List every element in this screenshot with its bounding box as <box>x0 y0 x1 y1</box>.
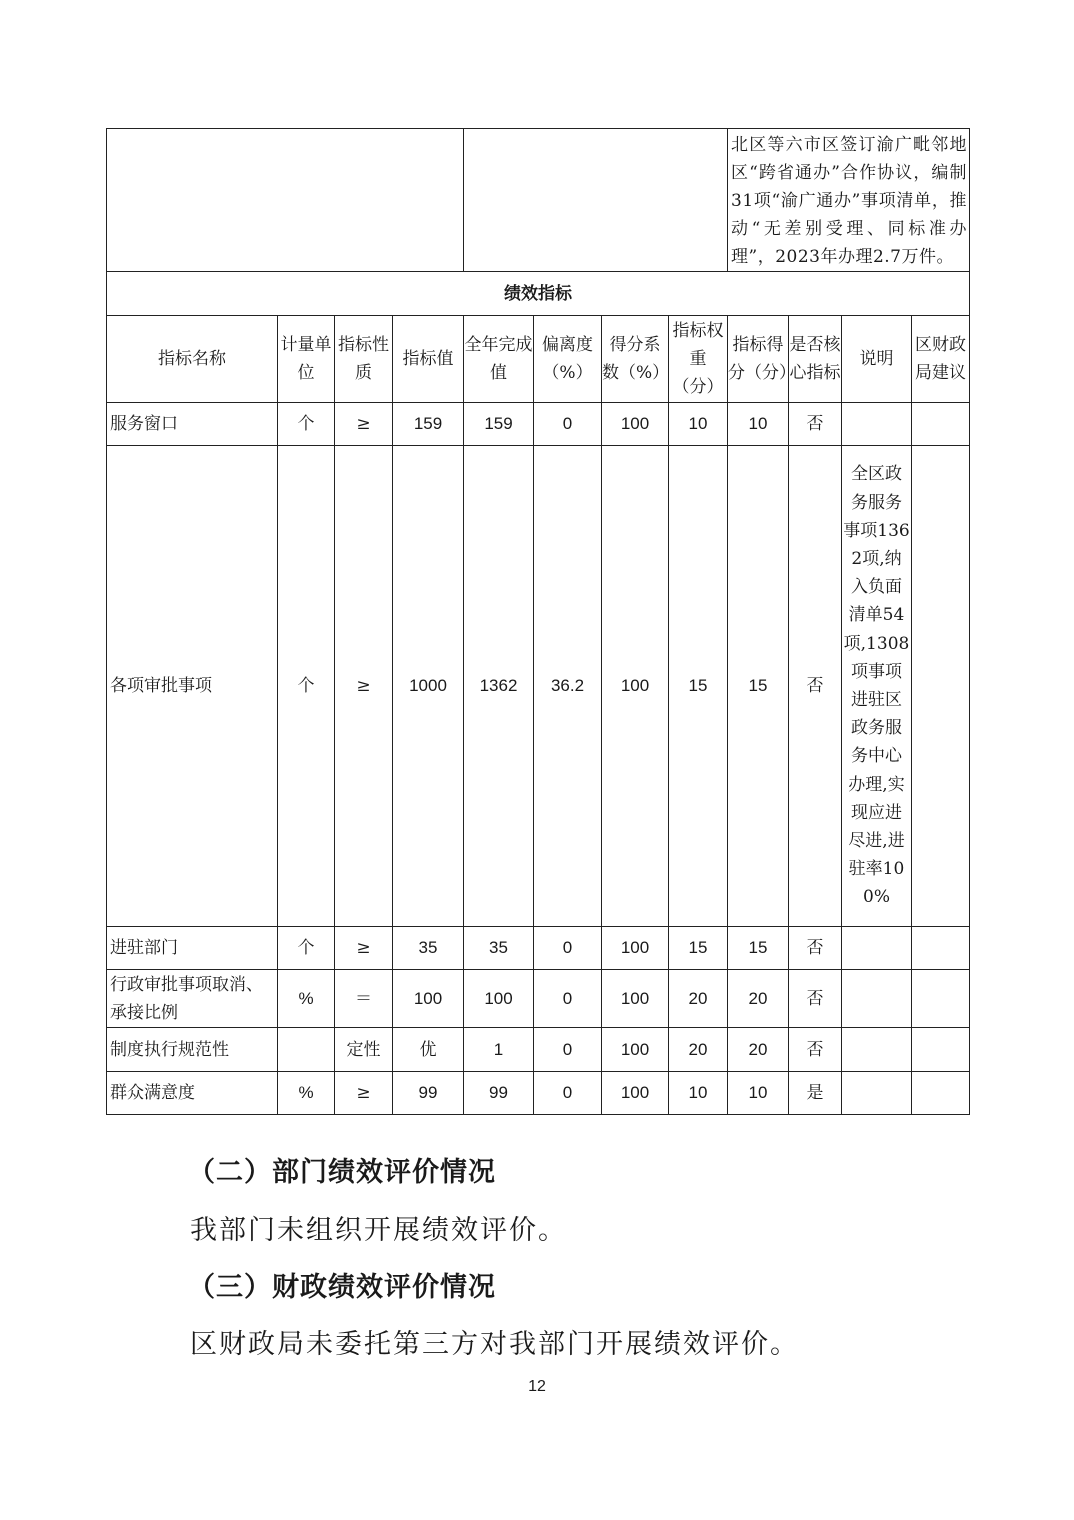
actual-cell: 1 <box>464 1028 534 1072</box>
header-cell: 指标权重（分） <box>669 316 728 403</box>
header-cell: 全年完成值 <box>464 316 534 403</box>
core-cell: 否 <box>789 1028 842 1072</box>
score-cell: 10 <box>728 403 789 446</box>
note-cell <box>842 927 912 970</box>
note-cell <box>842 403 912 446</box>
actual-cell: 99 <box>464 1072 534 1115</box>
weight-cell: 10 <box>669 403 728 446</box>
target-cell: 159 <box>393 403 464 446</box>
weight-cell: 15 <box>669 927 728 970</box>
target-cell: 35 <box>393 927 464 970</box>
section-title: 绩效指标 <box>107 272 970 316</box>
header-cell: 指标性质 <box>335 316 393 403</box>
coef-cell: 100 <box>602 1028 669 1072</box>
advice-cell <box>912 1072 970 1115</box>
unit-cell: 个 <box>278 403 335 446</box>
deviation-cell: 0 <box>534 970 602 1028</box>
unit-cell: 个 <box>278 446 335 927</box>
target-cell: 99 <box>393 1072 464 1115</box>
score-cell: 10 <box>728 1072 789 1115</box>
header-cell: 指标得分（分） <box>728 316 789 403</box>
section-body: 我部门未组织开展绩效评价。 <box>190 1215 567 1246</box>
weight-cell: 10 <box>669 1072 728 1115</box>
core-cell: 否 <box>789 403 842 446</box>
header-cell: 得分系数（%） <box>602 316 669 403</box>
coef-cell: 100 <box>602 1072 669 1115</box>
nature-cell: ≥ <box>335 446 393 927</box>
header-cell: 指标值 <box>393 316 464 403</box>
score-cell: 20 <box>728 970 789 1028</box>
note-cell <box>842 1072 912 1115</box>
coef-cell: 100 <box>602 970 669 1028</box>
weight-cell: 20 <box>669 1028 728 1072</box>
empty-cell <box>107 129 464 272</box>
target-cell: 100 <box>393 970 464 1028</box>
deviation-cell: 0 <box>534 403 602 446</box>
indicator-name: 各项审批事项 <box>107 446 278 927</box>
actual-cell: 159 <box>464 403 534 446</box>
empty-cell <box>464 129 728 272</box>
note-cell: 全区政务服务事项1362项,纳入负面清单54项,1308项事项进驻区政务服务中心办理,实现应进尽进,进驻率100% <box>842 446 912 927</box>
actual-cell: 100 <box>464 970 534 1028</box>
note-cell <box>842 970 912 1028</box>
table-row <box>107 970 970 1028</box>
unit-cell: % <box>278 970 335 1028</box>
indicator-name: 进驻部门 <box>107 927 278 970</box>
section-heading: （二）部门绩效评价情况 <box>188 1157 496 1188</box>
header-cell: 说明 <box>842 316 912 403</box>
actual-cell: 35 <box>464 927 534 970</box>
table-row <box>107 1028 970 1072</box>
indicator-name: 服务窗口 <box>107 403 278 446</box>
note-cell <box>842 1028 912 1072</box>
weight-cell: 15 <box>669 446 728 927</box>
unit-cell <box>278 1028 335 1072</box>
actual-cell: 1362 <box>464 446 534 927</box>
table-row <box>107 403 970 446</box>
advice-cell <box>912 446 970 927</box>
core-cell: 是 <box>789 1072 842 1115</box>
core-cell: 否 <box>789 970 842 1028</box>
score-cell: 20 <box>728 1028 789 1072</box>
header-cell: 计量单位 <box>278 316 335 403</box>
core-cell: 否 <box>789 446 842 927</box>
weight-cell: 20 <box>669 970 728 1028</box>
advice-cell <box>912 970 970 1028</box>
continued-row <box>107 129 970 272</box>
section-body: 区财政局未委托第三方对我部门开展绩效评价。 <box>190 1329 799 1360</box>
performance-table <box>106 128 970 1115</box>
header-row <box>107 316 970 403</box>
page-number: 12 <box>528 1378 546 1395</box>
table-row <box>107 927 970 970</box>
continued-description: 北区等六市区签订渝广毗邻地区“跨省通办”合作协议，编制31项“渝广通办”事项清单，推动“无差别受理、同标准办理”，2023年办理2.7万件。 <box>728 129 970 272</box>
target-cell: 优 <box>393 1028 464 1072</box>
unit-cell: % <box>278 1072 335 1115</box>
advice-cell <box>912 1028 970 1072</box>
target-cell: 1000 <box>393 446 464 927</box>
nature-cell: ≥ <box>335 1072 393 1115</box>
score-cell: 15 <box>728 927 789 970</box>
header-cell: 区财政局建议 <box>912 316 970 403</box>
coef-cell: 100 <box>602 403 669 446</box>
advice-cell <box>912 403 970 446</box>
deviation-cell: 36.2 <box>534 446 602 927</box>
indicator-name: 群众满意度 <box>107 1072 278 1115</box>
coef-cell: 100 <box>602 927 669 970</box>
coef-cell: 100 <box>602 446 669 927</box>
header-cell: 指标名称 <box>107 316 278 403</box>
score-cell: 15 <box>728 446 789 927</box>
deviation-cell: 0 <box>534 927 602 970</box>
nature-cell: 定性 <box>335 1028 393 1072</box>
section-heading: （三）财政绩效评价情况 <box>188 1272 496 1303</box>
nature-cell: ≥ <box>335 403 393 446</box>
nature-cell: ＝ <box>335 970 393 1028</box>
table-row <box>107 1072 970 1115</box>
advice-cell <box>912 927 970 970</box>
nature-cell: ≥ <box>335 927 393 970</box>
deviation-cell: 0 <box>534 1028 602 1072</box>
header-cell: 是否核心指标 <box>789 316 842 403</box>
deviation-cell: 0 <box>534 1072 602 1115</box>
indicator-name: 行政审批事项取消、承接比例 <box>107 970 278 1028</box>
core-cell: 否 <box>789 927 842 970</box>
unit-cell: 个 <box>278 927 335 970</box>
indicator-name: 制度执行规范性 <box>107 1028 278 1072</box>
table-row <box>107 446 970 927</box>
header-cell: 偏离度（%） <box>534 316 602 403</box>
